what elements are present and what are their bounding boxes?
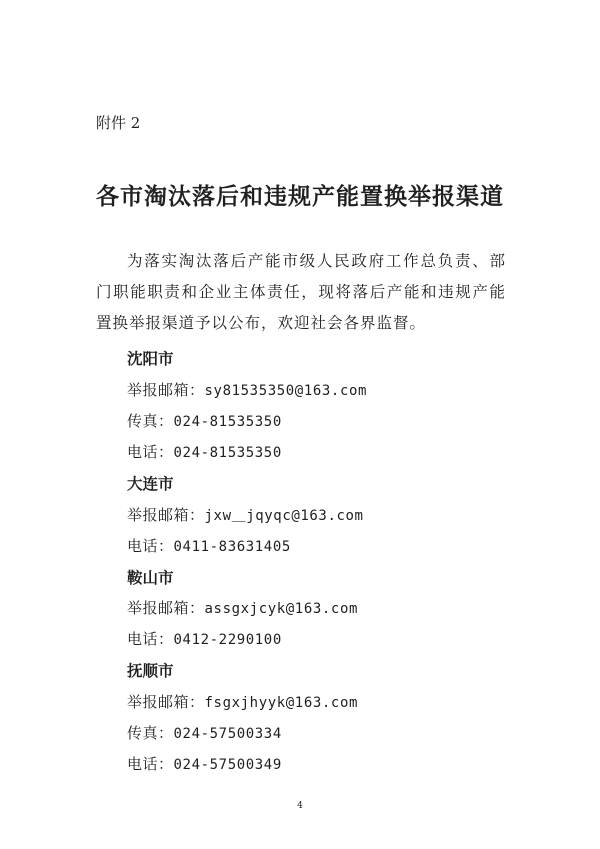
contact-label: 传真： <box>127 412 174 430</box>
contact-label: 传真： <box>127 724 174 742</box>
contact-label: 电话： <box>127 537 174 555</box>
contact-line <box>127 379 367 400</box>
email-value: sy81535350@163.com <box>204 383 368 399</box>
contact-line <box>127 628 282 649</box>
document-title: 各市淘汰落后和违规产能置换举报渠道 <box>96 183 504 210</box>
email-value: fsgxjhyyk@163.com <box>204 695 359 711</box>
contact-line <box>127 504 364 525</box>
page-number: 4 <box>297 801 303 811</box>
contact-label: 电话： <box>127 443 174 461</box>
contact-label: 举报邮箱： <box>127 506 205 524</box>
phone-value: 024-57500349 <box>173 757 282 773</box>
contact-line <box>127 722 282 743</box>
email-value: jxw＿jqyqc@163.com <box>204 508 364 524</box>
fax-value: 024-57500334 <box>173 726 282 742</box>
city-name-anshan: 鞍山市 <box>127 568 174 587</box>
city-name-dalian: 大连市 <box>127 474 174 493</box>
contact-label: 举报邮箱： <box>127 693 205 711</box>
contact-line <box>127 410 282 431</box>
contact-line <box>127 441 282 462</box>
contact-line <box>127 753 282 774</box>
city-name-fushun: 抚顺市 <box>127 661 174 680</box>
phone-value: 0411-83631405 <box>173 539 291 555</box>
intro-paragraph: 为落实淘汰落后产能市级人民政府工作总负责、部门职能职责和企业主体责任，现将落后产能和违规产能置换举报渠道予以公布，欢迎社会各界监督。 <box>96 252 506 332</box>
fax-value: 024-81535350 <box>173 414 282 430</box>
contact-line <box>127 597 358 618</box>
city-name-shenyang: 沈阳市 <box>127 349 174 368</box>
phone-value: 0412-2290100 <box>173 632 282 648</box>
contact-line <box>127 691 358 712</box>
contact-label: 举报邮箱： <box>127 381 205 399</box>
contact-label: 举报邮箱： <box>127 599 205 617</box>
phone-value: 024-81535350 <box>173 445 282 461</box>
email-value: assgxjcyk@163.com <box>204 601 359 617</box>
attachment-label: 附件 2 <box>96 114 141 132</box>
contact-label: 电话： <box>127 755 174 773</box>
contact-line <box>127 535 291 556</box>
contact-label: 电话： <box>127 630 174 648</box>
